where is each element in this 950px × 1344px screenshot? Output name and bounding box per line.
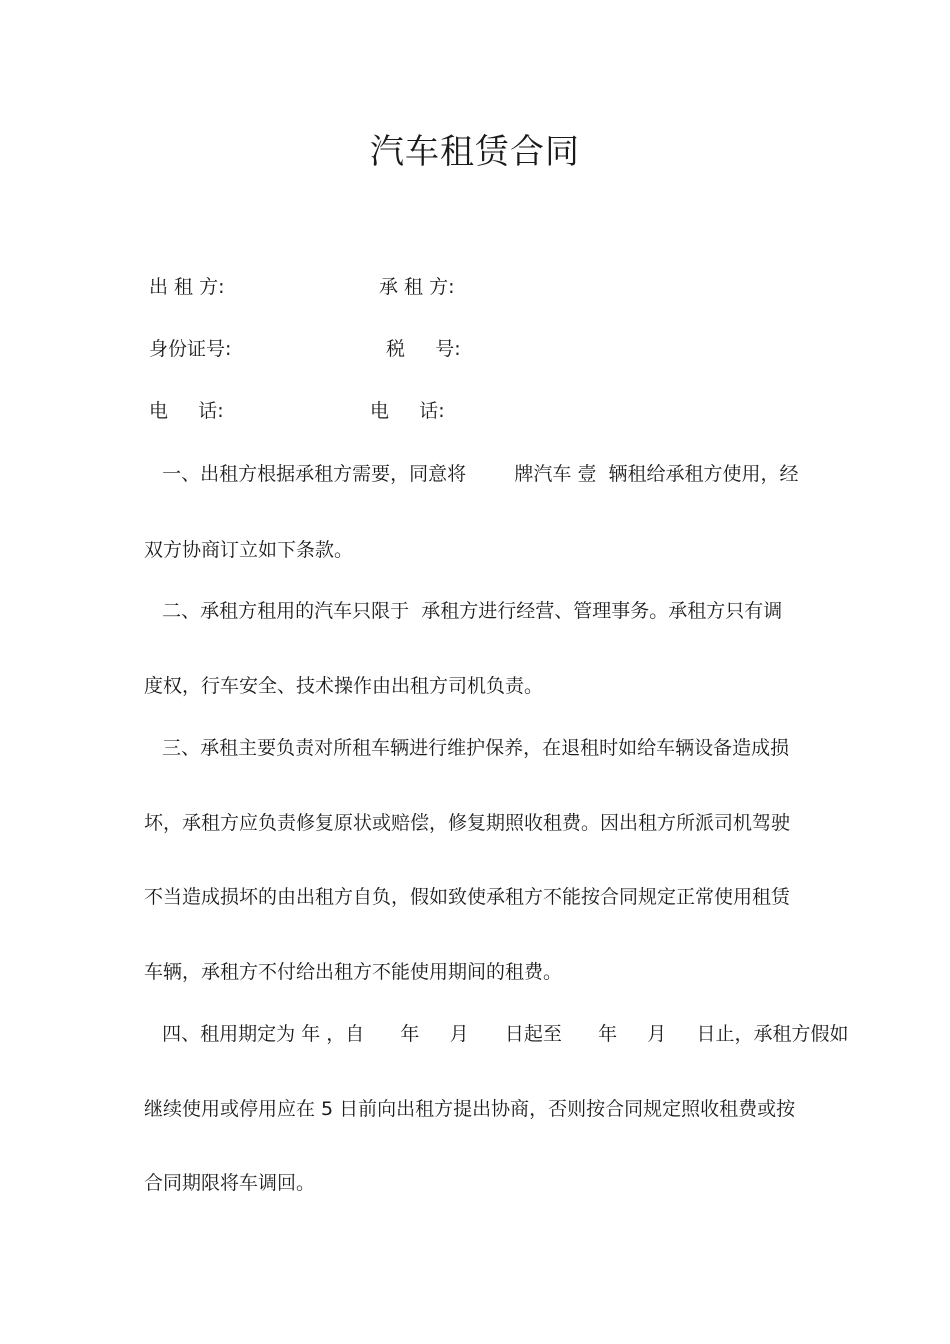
clause-3-line-2: 坏，承租方应负责修复原状或赔偿，修复期照收租费。因出租方所派司机驾驶 [144,812,791,834]
clause-4-line-2: 继续使用或停用应在 5 日前向出租方提出协商，否则按合同规定照收租费或按 [144,1098,796,1120]
clause-2-line-1: 二、承租方租用的汽车只限于 承租方进行经营、管理事务。承租方只有调 [144,600,783,622]
clause-4-line-3: 合同期限将车调回。 [144,1172,316,1194]
clause-1-line-2: 双方协商订立如下条款。 [144,539,354,561]
clause-3-line-4: 车辆，承租方不付给出租方不能使用期间的租费。 [144,961,563,983]
lessee-phone-label: 电 话: [370,400,445,422]
clause-3-line-1: 三、承租主要负责对所租车辆进行维护保养，在退租时如给车辆设备造成损 [144,737,790,759]
clause-4-line-1: 四、租用期定为 年 ，自 年 月 日起至 年 月 日止，承租方假如 [144,1023,849,1045]
clause-3-line-3: 不当造成损坏的由出租方自负，假如致使承租方不能按合同规定正常使用租赁 [144,886,791,908]
clause-2-line-2: 度权，行车安全、技术操作由出租方司机负责。 [144,675,544,697]
id-number-label: 身份证号: [149,338,232,360]
tax-number-label: 税 号: [386,338,461,360]
lessee-label: 承 租 方: [379,276,455,298]
lessor-label: 出 租 方: [149,276,225,298]
document-title: 汽车租赁合同 [370,132,580,172]
lessor-phone-label: 电 话: [149,400,224,422]
clause-1-line-1: 一、出租方根据承租方需要，同意将 牌汽车 壹 辆租给承租方使用，经 [144,463,799,485]
